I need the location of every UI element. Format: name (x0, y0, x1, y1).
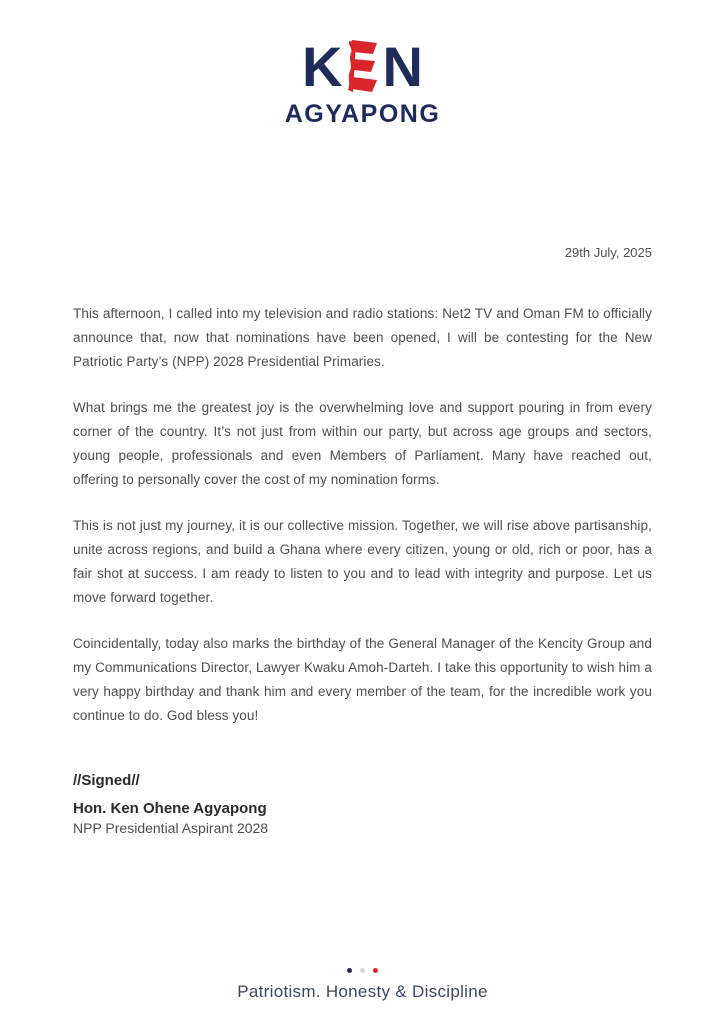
letter-paragraph-2: What brings me the greatest joy is the overwhelming love and support pouring in from every corner of the country. It’s not just from within our party, but across age groups and sectors, young people, professionals and even Members of Parliament. Many have reached out, offering to personally cover the cost of my nomination forms. (73, 400, 652, 487)
logo-stylized-e-icon (347, 38, 379, 96)
logo-letter-n: N (382, 35, 423, 98)
signatory-title: NPP Presidential Aspirant 2028 (73, 820, 269, 836)
footer-dot-red (373, 968, 378, 973)
footer-dot-navy (347, 968, 352, 973)
signatory-name: Hon. Ken Ohene Agyapong (73, 800, 267, 817)
letter-paragraph-1: This afternoon, I called into my television and radio stations: Net2 TV and Oman FM to officially announce that, now that nominations have been opened, I will be contesting for the New Patriotic Party’s (NPP) 2028 Presidential Primaries. (73, 306, 652, 369)
footer-dots (0, 968, 725, 973)
footer-dot-gray (360, 968, 365, 973)
logo-letter-k: K (302, 35, 343, 98)
letter-paragraph-4: Coincidentally, today also marks the birthday of the General Manager of the Kencity Group and my Communications Director, Lawyer Kwaku Amoh-Darteh. I take this opportunity to wish him a very happy birthday and thank him and every member of the team, for the incredible work you continue to do. God bless you! (73, 636, 652, 723)
footer-slogan: Patriotism. Honesty & Discipline (237, 982, 488, 1001)
ken-agyapong-logo (73, 36, 652, 129)
logo-wordmark (73, 36, 652, 98)
logo-subtitle: AGYAPONG (284, 100, 441, 128)
signed-marker: //Signed// (73, 772, 140, 789)
letter-paragraph-3: This is not just my journey, it is our collective mission. Together, we will rise above partisanship, unite across regions, and build a Ghana where every citizen, young or old, rich or poor, has a fair shot at success. I am ready to listen to you and to lead with integrity and purpose. Let us move forward together. (73, 518, 652, 605)
letter-body (73, 302, 652, 728)
signature-block (73, 772, 652, 836)
letter-footer (0, 968, 725, 1002)
letter-date: 29th July, 2025 (564, 245, 652, 260)
